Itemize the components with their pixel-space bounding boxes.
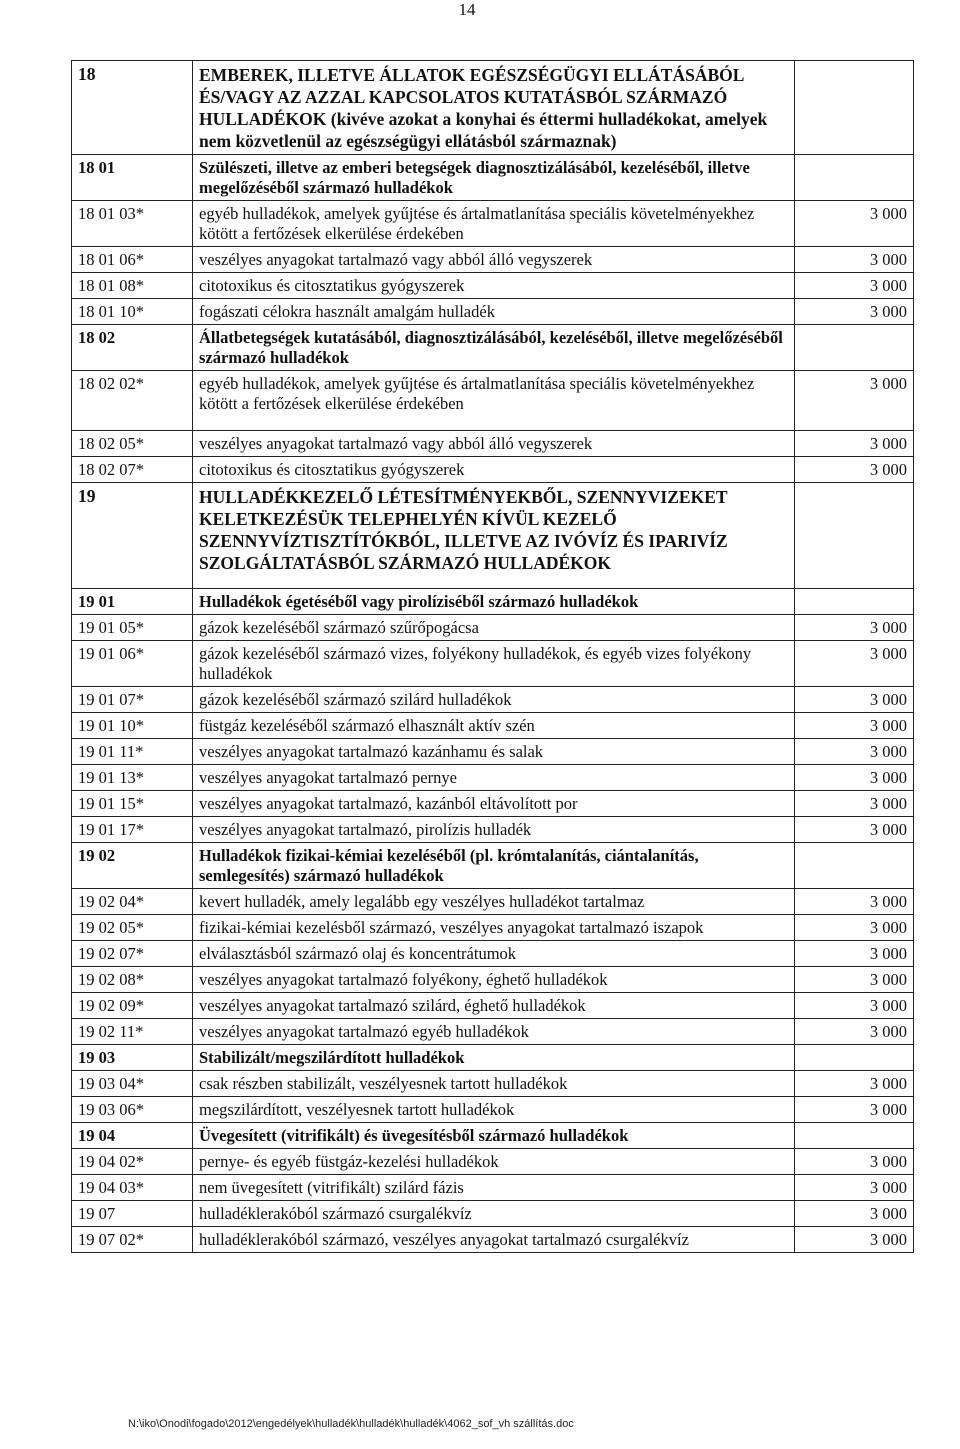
waste-description-cell: veszélyes anyagokat tartalmazó vagy abból álló vegyszerek: [193, 247, 795, 273]
table-row: [72, 1227, 914, 1253]
limit-value-cell: [795, 843, 914, 889]
limit-value-cell: [795, 155, 914, 201]
waste-code-cell: 19 01 13*: [72, 765, 193, 791]
waste-code-cell: 19 02 09*: [72, 993, 193, 1019]
waste-code-cell: 19 01 07*: [72, 687, 193, 713]
waste-code-cell: 18 01 10*: [72, 299, 193, 325]
waste-description-cell: Állatbetegségek kutatásából, diagnosztizálásából, kezeléséből, illetve megelőzéséből származó hulladékok: [193, 325, 795, 371]
limit-value-cell: 3 000: [795, 1097, 914, 1123]
table-row: [72, 889, 914, 915]
page-number: 14: [458, 0, 476, 19]
limit-value-cell: [795, 61, 914, 155]
limit-value-cell: 3 000: [795, 1201, 914, 1227]
limit-value-cell: [795, 1045, 914, 1071]
table-row: [72, 1149, 914, 1175]
waste-code-cell: 19 01 17*: [72, 817, 193, 843]
limit-value-cell: 3 000: [795, 687, 914, 713]
table-row: [72, 687, 914, 713]
table-row: [72, 371, 914, 431]
table-row: [72, 941, 914, 967]
limit-value-cell: 3 000: [795, 1175, 914, 1201]
waste-code-cell: 19 02: [72, 843, 193, 889]
waste-description-cell: gázok kezeléséből származó vizes, folyékony hulladékok, és egyéb vizes folyékony hulladékok: [193, 641, 795, 687]
table-row: [72, 915, 914, 941]
waste-code-table-body: [72, 61, 914, 1253]
limit-value-cell: [795, 589, 914, 615]
waste-description-cell: EMBEREK, ILLETVE ÁLLATOK EGÉSZSÉGÜGYI ELLÁTÁSÁBÓL ÉS/VAGY AZ AZZAL KAPCSOLATOS KUTATÁSBÓL SZÁRMAZÓ HULLADÉKOK (kivéve azokat a konyhai és éttermi hulladékokat, amelyek nem közvetlenül az egészségügyi ellátásból származnak): [193, 61, 795, 155]
waste-description-cell: Hulladékok égetéséből vagy pirolíziséből származó hulladékok: [193, 589, 795, 615]
limit-value-cell: 3 000: [795, 615, 914, 641]
waste-description-cell: hulladéklerakóból származó, veszélyes anyagokat tartalmazó csurgalékvíz: [193, 1227, 795, 1253]
table-row: [72, 299, 914, 325]
waste-description-cell: Üvegesített (vitrifikált) és üvegesítésből származó hulladékok: [193, 1123, 795, 1149]
waste-description-cell: füstgáz kezeléséből származó elhasznált aktív szén: [193, 713, 795, 739]
waste-description-cell: Szülészeti, illetve az emberi betegségek diagnosztizálásából, kezeléséből, illetve megelőzéséből származó hulladékok: [193, 155, 795, 201]
waste-code-cell: 19 01 06*: [72, 641, 193, 687]
waste-description-cell: gázok kezeléséből származó szilárd hulladékok: [193, 687, 795, 713]
waste-description-cell: veszélyes anyagokat tartalmazó, kazánból eltávolított por: [193, 791, 795, 817]
limit-value-cell: 3 000: [795, 1019, 914, 1045]
waste-code-cell: 19 03: [72, 1045, 193, 1071]
limit-value-cell: [795, 325, 914, 371]
waste-code-cell: 18 02 05*: [72, 431, 193, 457]
waste-code-cell: 18 02: [72, 325, 193, 371]
table-row: [72, 993, 914, 1019]
waste-code-cell: 19 01 11*: [72, 739, 193, 765]
waste-description-cell: veszélyes anyagokat tartalmazó vagy abból álló vegyszerek: [193, 431, 795, 457]
waste-code-cell: 19: [72, 483, 193, 589]
table-row: [72, 273, 914, 299]
waste-description-cell: egyéb hulladékok, amelyek gyűjtése és ártalmatlanítása speciális követelményekhez kötött a fertőzések elkerülése érdekében: [193, 371, 795, 431]
limit-value-cell: 3 000: [795, 889, 914, 915]
waste-description-cell: veszélyes anyagokat tartalmazó folyékony, éghető hulladékok: [193, 967, 795, 993]
limit-value-cell: 3 000: [795, 967, 914, 993]
limit-value-cell: 3 000: [795, 817, 914, 843]
limit-value-cell: 3 000: [795, 247, 914, 273]
waste-code-cell: 18: [72, 61, 193, 155]
table-row: [72, 791, 914, 817]
waste-code-cell: 19 04: [72, 1123, 193, 1149]
limit-value-cell: 3 000: [795, 273, 914, 299]
waste-code-cell: 19 02 11*: [72, 1019, 193, 1045]
waste-code-cell: 18 01: [72, 155, 193, 201]
waste-description-cell: megszilárdított, veszélyesnek tartott hulladékok: [193, 1097, 795, 1123]
table-row: [72, 155, 914, 201]
waste-code-table: [71, 60, 914, 1253]
waste-code-cell: 19 02 05*: [72, 915, 193, 941]
table-row: [72, 457, 914, 483]
limit-value-cell: 3 000: [795, 713, 914, 739]
limit-value-cell: 3 000: [795, 791, 914, 817]
waste-description-cell: Hulladékok fizikai-kémiai kezeléséből (pl. krómtalanítás, ciántalanítás, semlegesítés) származó hulladékok: [193, 843, 795, 889]
table-row: [72, 1097, 914, 1123]
waste-description-cell: gázok kezeléséből származó szűrőpogácsa: [193, 615, 795, 641]
table-row: [72, 589, 914, 615]
waste-code-cell: 18 02 07*: [72, 457, 193, 483]
waste-description-cell: citotoxikus és citosztatikus gyógyszerek: [193, 273, 795, 299]
table-row: [72, 1201, 914, 1227]
limit-value-cell: 3 000: [795, 915, 914, 941]
limit-value-cell: [795, 1123, 914, 1149]
waste-code-cell: 19 04 03*: [72, 1175, 193, 1201]
waste-description-cell: Stabilizált/megszilárdított hulladékok: [193, 1045, 795, 1071]
limit-value-cell: 3 000: [795, 457, 914, 483]
table-row: [72, 1019, 914, 1045]
waste-description-cell: HULLADÉKKEZELŐ LÉTESÍTMÉNYEKBŐL, SZENNYVIZEKET KELETKEZÉSÜK TELEPHELYÉN KÍVÜL KEZELŐ SZENNYVÍZTISZTÍTÓKBÓL, ILLETVE AZ IVÓVÍZ ÉS IPARIVÍZ SZOLGÁLTATÁSBÓL SZÁRMAZÓ HULLADÉKOK: [193, 483, 795, 589]
waste-description-cell: veszélyes anyagokat tartalmazó pernye: [193, 765, 795, 791]
waste-description-cell: citotoxikus és citosztatikus gyógyszerek: [193, 457, 795, 483]
limit-value-cell: 3 000: [795, 739, 914, 765]
waste-code-cell: 19 02 08*: [72, 967, 193, 993]
limit-value-cell: 3 000: [795, 765, 914, 791]
table-row: [72, 817, 914, 843]
waste-description-cell: veszélyes anyagokat tartalmazó, pirolízis hulladék: [193, 817, 795, 843]
waste-description-cell: kevert hulladék, amely legalább egy veszélyes hulladékot tartalmaz: [193, 889, 795, 915]
waste-code-cell: 19 01 10*: [72, 713, 193, 739]
table-row: [72, 739, 914, 765]
table-row: [72, 1175, 914, 1201]
limit-value-cell: 3 000: [795, 371, 914, 431]
waste-code-cell: 19 01: [72, 589, 193, 615]
waste-code-cell: 18 01 03*: [72, 201, 193, 247]
limit-value-cell: 3 000: [795, 993, 914, 1019]
waste-code-cell: 19 04 02*: [72, 1149, 193, 1175]
footer-file-path: N:\iko\Onodi\fogado\2012\engedélyek\hulladék\hulladék\hulladék\4062_sof_vh szállítás.doc: [128, 1418, 574, 1430]
waste-description-cell: elválasztásból származó olaj és koncentrátumok: [193, 941, 795, 967]
waste-code-cell: 19 07 02*: [72, 1227, 193, 1253]
table-row: [72, 967, 914, 993]
waste-description-cell: egyéb hulladékok, amelyek gyűjtése és ártalmatlanítása speciális követelményekhez kötött a fertőzések elkerülése érdekében: [193, 201, 795, 247]
table-row: [72, 483, 914, 589]
table-row: [72, 247, 914, 273]
waste-code-cell: 19 01 05*: [72, 615, 193, 641]
limit-value-cell: [795, 483, 914, 589]
limit-value-cell: 3 000: [795, 299, 914, 325]
table-row: [72, 765, 914, 791]
table-row: [72, 641, 914, 687]
table-row: [72, 615, 914, 641]
limit-value-cell: 3 000: [795, 641, 914, 687]
table-row: [72, 431, 914, 457]
waste-code-cell: 19 01 15*: [72, 791, 193, 817]
waste-description-cell: veszélyes anyagokat tartalmazó szilárd, éghető hulladékok: [193, 993, 795, 1019]
table-row: [72, 61, 914, 155]
waste-code-cell: 19 02 04*: [72, 889, 193, 915]
waste-code-cell: 18 01 06*: [72, 247, 193, 273]
waste-code-cell: 18 01 08*: [72, 273, 193, 299]
waste-description-cell: csak részben stabilizált, veszélyesnek tartott hulladékok: [193, 1071, 795, 1097]
waste-code-cell: 18 02 02*: [72, 371, 193, 431]
waste-description-cell: fogászati célokra használt amalgám hulladék: [193, 299, 795, 325]
limit-value-cell: 3 000: [795, 1071, 914, 1097]
table-row: [72, 713, 914, 739]
waste-code-cell: 19 03 04*: [72, 1071, 193, 1097]
table-row: [72, 1045, 914, 1071]
waste-description-cell: veszélyes anyagokat tartalmazó kazánhamu és salak: [193, 739, 795, 765]
waste-description-cell: veszélyes anyagokat tartalmazó egyéb hulladékok: [193, 1019, 795, 1045]
table-row: [72, 325, 914, 371]
waste-code-cell: 19 02 07*: [72, 941, 193, 967]
waste-description-cell: nem üvegesített (vitrifikált) szilárd fázis: [193, 1175, 795, 1201]
table-row: [72, 1123, 914, 1149]
waste-code-cell: 19 07: [72, 1201, 193, 1227]
table-row: [72, 201, 914, 247]
waste-description-cell: pernye- és egyéb füstgáz-kezelési hulladékok: [193, 1149, 795, 1175]
limit-value-cell: 3 000: [795, 1149, 914, 1175]
waste-description-cell: hulladéklerakóból származó csurgalékvíz: [193, 1201, 795, 1227]
limit-value-cell: 3 000: [795, 941, 914, 967]
limit-value-cell: 3 000: [795, 431, 914, 457]
table-row: [72, 843, 914, 889]
waste-code-cell: 19 03 06*: [72, 1097, 193, 1123]
limit-value-cell: 3 000: [795, 201, 914, 247]
waste-description-cell: fizikai-kémiai kezelésből származó, veszélyes anyagokat tartalmazó iszapok: [193, 915, 795, 941]
table-row: [72, 1071, 914, 1097]
limit-value-cell: 3 000: [795, 1227, 914, 1253]
